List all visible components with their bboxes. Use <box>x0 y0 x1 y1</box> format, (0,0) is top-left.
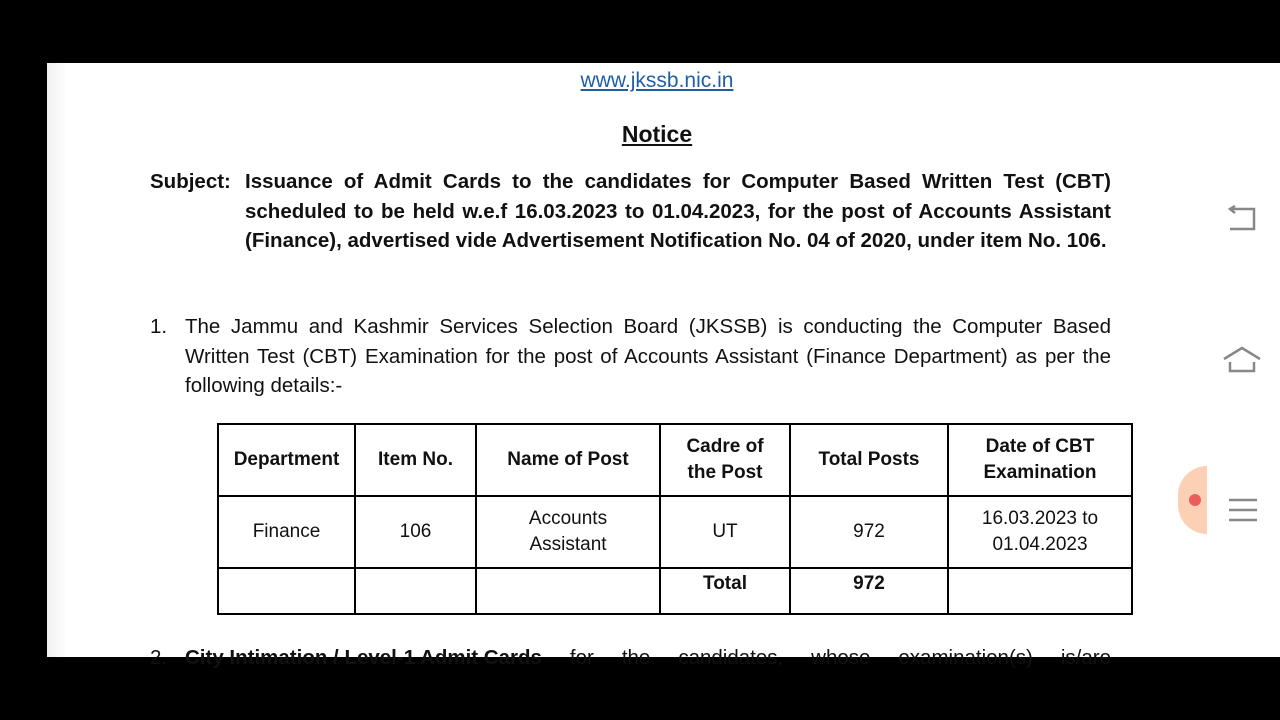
table-row <box>218 496 1132 568</box>
paragraph-1-text: The Jammu and Kashmir Services Selection Board (JKSSB) is conducting the Computer Based Written Test (CBT) Examination for the post of Accounts Assistant (Finance Department) as per the following details:- <box>185 315 1111 397</box>
header-total-posts: Total Posts <box>790 424 948 496</box>
document-page <box>47 63 1207 669</box>
header-date-of-cbt: Date of CBT Examination <box>948 424 1132 496</box>
cell-date-of-cbt: 16.03.2023 to 01.04.2023 <box>948 496 1132 568</box>
paragraph-2 <box>150 643 1111 673</box>
paragraph-2-word: examination(s) <box>898 646 1033 669</box>
website-link[interactable]: www.jkssb.nic.in <box>580 69 734 92</box>
header-name-of-post: Name of Post <box>476 424 660 496</box>
paragraph-1-number: 1. <box>150 315 168 338</box>
total-empty-cell <box>476 568 660 614</box>
total-empty-cell <box>355 568 476 614</box>
subject-label: Subject: <box>150 170 231 193</box>
notice-title: Notice <box>621 121 693 147</box>
paragraph-1 <box>150 312 1111 401</box>
home-icon[interactable] <box>1222 345 1262 375</box>
header-item-no: Item No. <box>355 424 476 496</box>
exam-details-table <box>217 423 1133 615</box>
cell-item-no: 106 <box>355 496 476 568</box>
total-empty-cell <box>218 568 355 614</box>
page-edge-shadow <box>47 63 67 657</box>
cell-total-posts: 972 <box>790 496 948 568</box>
paragraph-2-bold: City Intimation / Level-1 Admit Cards <box>185 646 542 669</box>
paragraph-2-word: for <box>569 646 594 669</box>
subject-block <box>150 167 1111 256</box>
total-label: Total <box>660 568 790 614</box>
cell-department: Finance <box>218 496 355 568</box>
paragraph-2-word: the <box>621 646 651 669</box>
paragraph-2-word: whose <box>811 646 871 669</box>
total-empty-cell <box>948 568 1132 614</box>
header-cadre: Cadre of the Post <box>660 424 790 496</box>
paragraph-2-number: 2. <box>150 646 168 669</box>
table-header-row <box>218 424 1132 496</box>
total-value: 972 <box>790 568 948 614</box>
subject-text: Issuance of Admit Cards to the candidates for Computer Based Written Test (CBT) scheduled to be held w.e.f 16.03.2023 to 01.04.2023, for the post of Accounts Assistant (Finance), advertised vide Advertisement Notification No. 04 of 2020, under item No. 106. <box>245 170 1111 252</box>
table-total-row <box>218 568 1132 614</box>
floating-assistant-dot <box>1189 494 1201 506</box>
paragraph-2-word: candidates, <box>678 646 784 669</box>
back-icon[interactable] <box>1226 205 1258 233</box>
menu-icon[interactable] <box>1228 497 1258 523</box>
cell-cadre: UT <box>660 496 790 568</box>
cell-name-of-post: Accounts Assistant <box>476 496 660 568</box>
paragraph-2-word: is/are <box>1060 646 1111 669</box>
header-department: Department <box>218 424 355 496</box>
paragraph-2-text <box>185 643 1111 673</box>
